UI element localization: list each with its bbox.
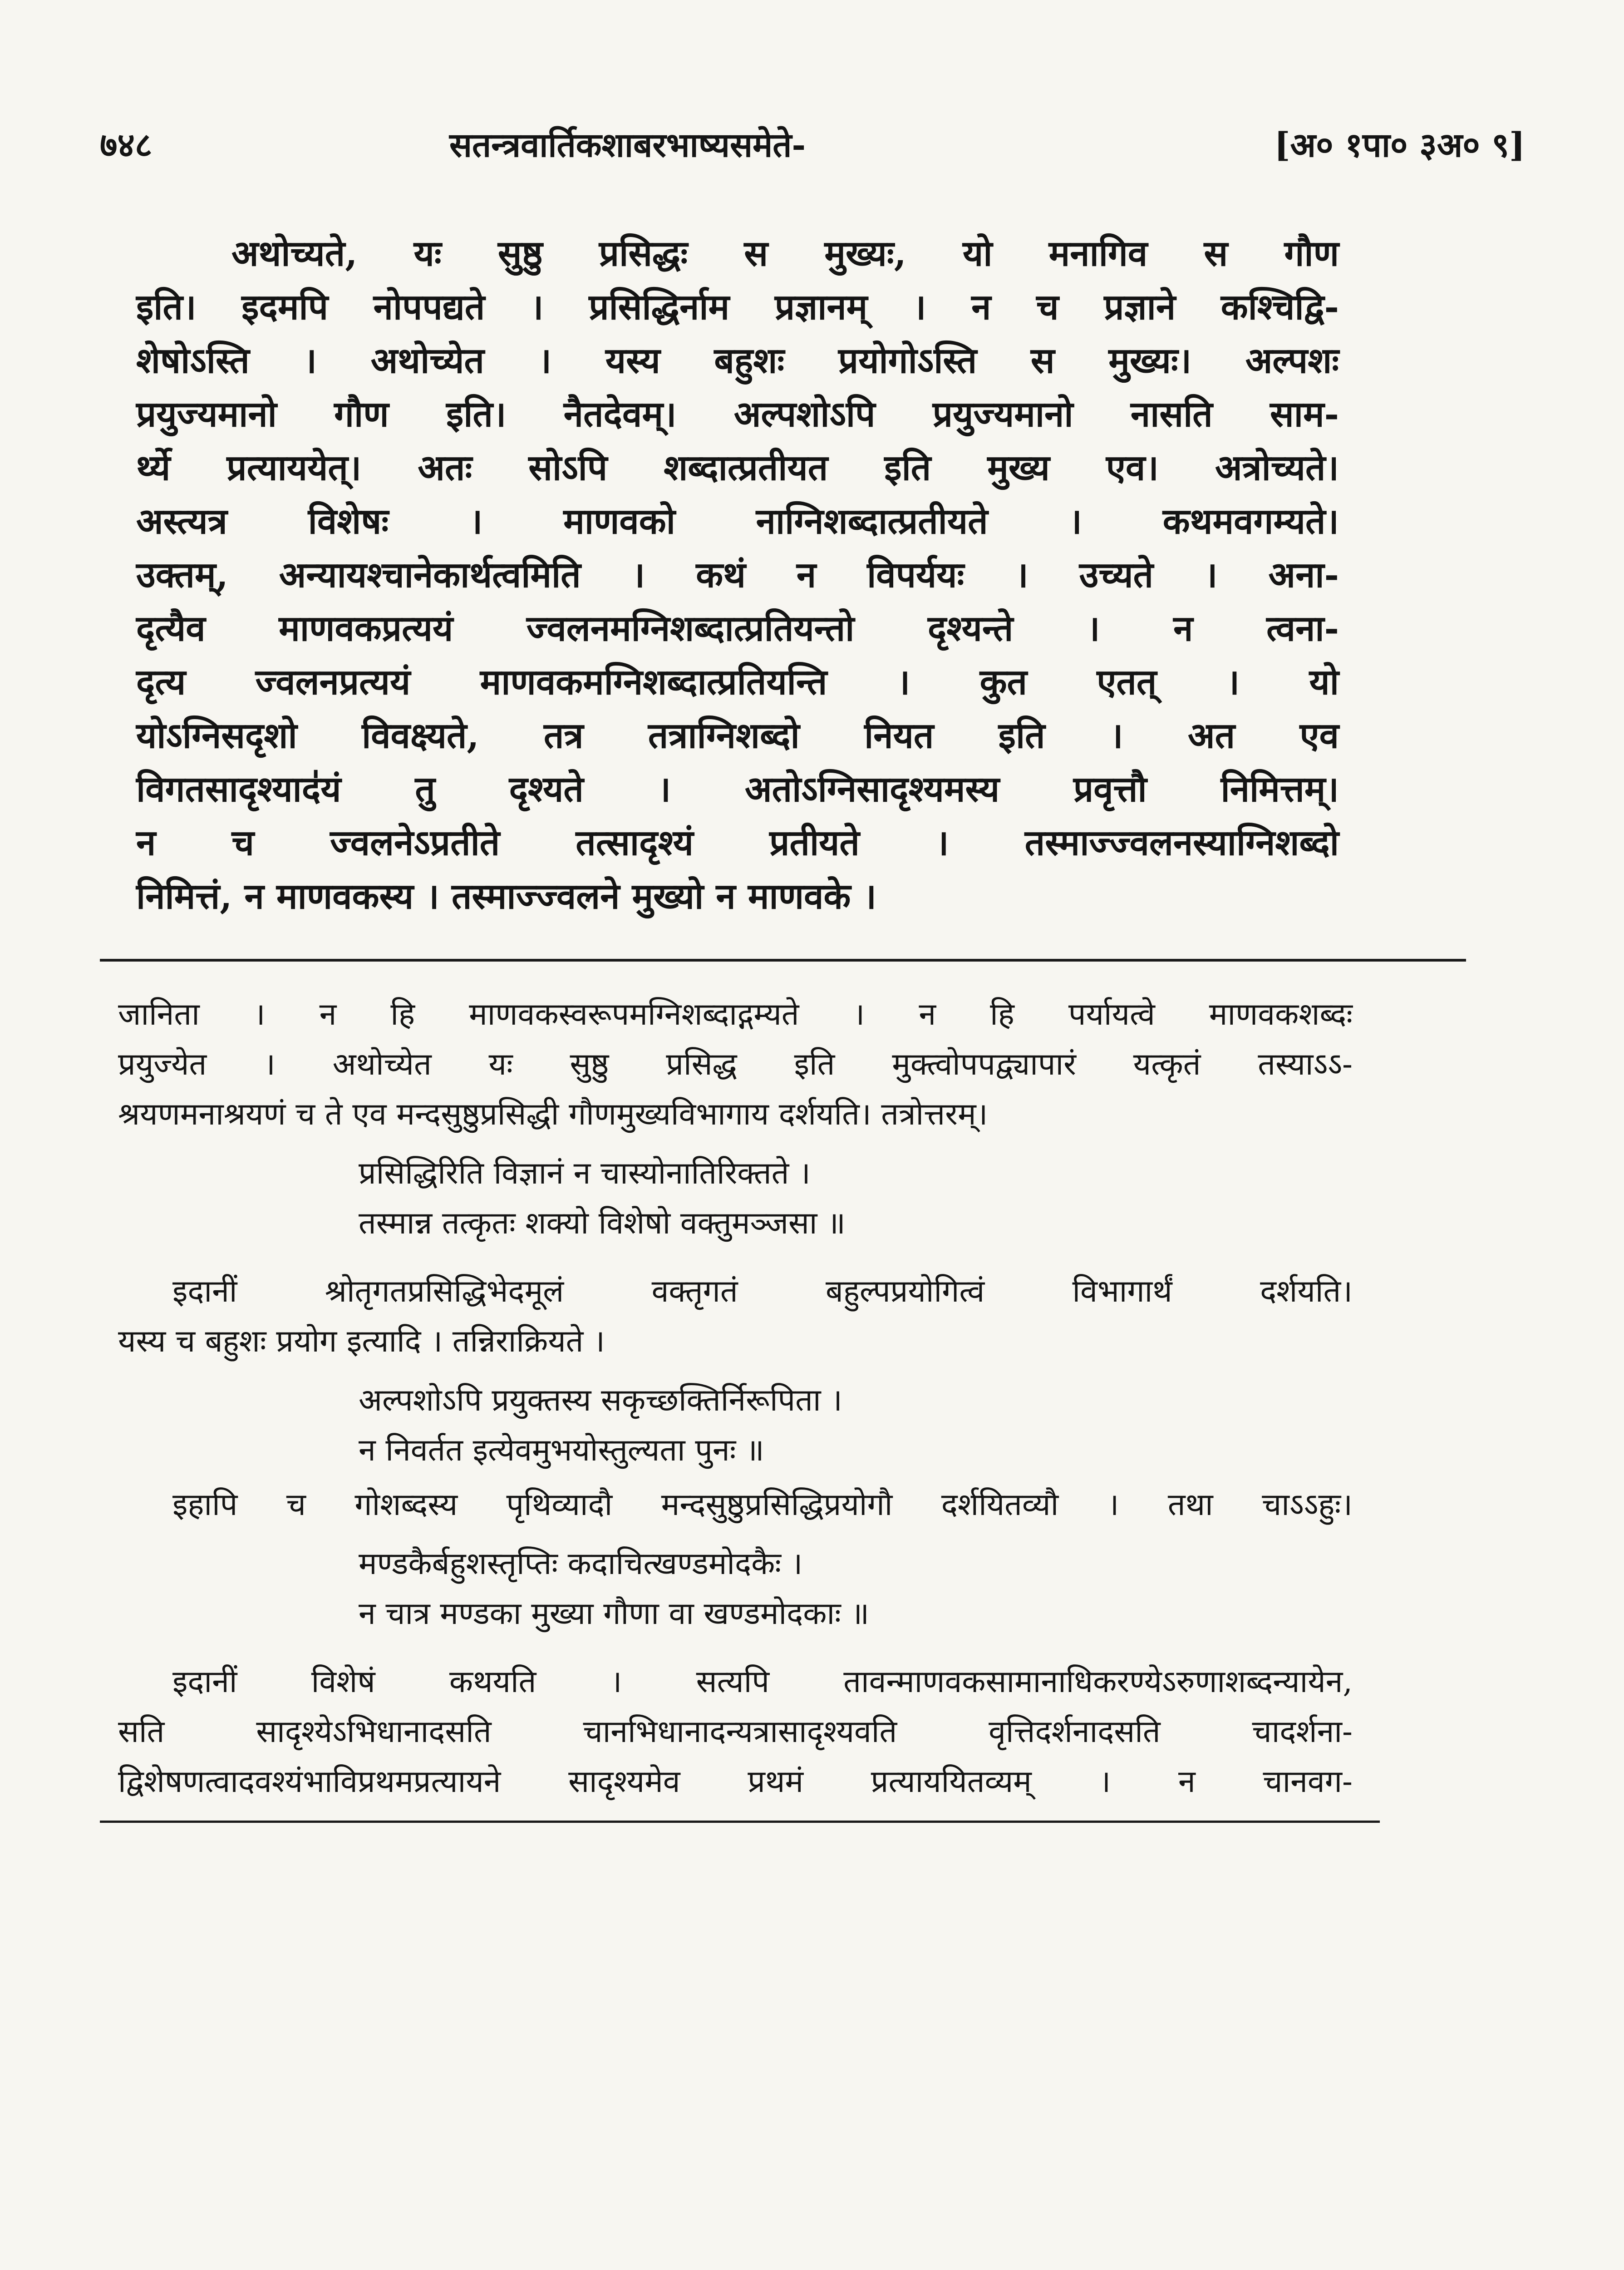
section-divider — [100, 959, 1466, 962]
main-text-line: र्थ्ये प्रत्याययेत्। अतः सोऽपि शब्दात्प्रतीयत इति मुख्य एव। अत्रोच्यते। — [136, 447, 1339, 489]
main-text-line: प्रयुज्यमानो गौण इति। नैतदेवम्। अल्पशोऽपि प्रयुज्यमानो नासति साम- — [136, 394, 1339, 435]
main-text-line: अस्त्यत्र विशेषः । माणवको नाग्निशब्दात्प्रतीयते । कथमवगम्यते। — [136, 501, 1339, 542]
verse-line: अल्पशोऽपि प्रयुक्तस्य सकृच्छक्तिर्निरूपिता । — [359, 1382, 842, 1418]
commentary-line: प्रयुज्येत । अथोच्येत यः सुष्ठु प्रसिद्ध इति मुक्त्वोपपद्व्यापारं यत्कृतं तस्याऽऽ- — [118, 1046, 1353, 1082]
commentary-line: इदानीं विशेषं कथयति । सत्यपि तावन्माणवकसामानाधिकरण्येऽरुणाशब्दन्यायेन, — [172, 1664, 1353, 1700]
commentary-line: जानिता । न हि माणवकस्वरूपमग्निशब्दाद्गम्यते । न हि पर्यायत्वे माणवकशब्दः — [118, 997, 1353, 1032]
commentary-line: द्विशेषणत्वादवश्यंभाविप्रथमप्रत्यायने सादृश्यमेव प्रथमं प्रत्याययितव्यम् । न चानवग- — [118, 1764, 1353, 1800]
main-text-line: निमित्तं, न माणवकस्य । तस्माज्ज्वलने मुख्यो न माणवके । — [136, 876, 877, 917]
verse-line: मण्डकैर्बहुशस्तृप्तिः कदाचित्खण्डमोदकैः । — [359, 1546, 803, 1582]
main-text-line: अथोच्यते, यः सुष्ठु प्रसिद्धः स मुख्यः, यो मनागिव स गौण — [231, 233, 1339, 274]
main-text-line: दृत्यैव माणवकप्रत्ययं ज्वलनमग्निशब्दात्प्रतियन्तो दृश्यन्ते । न त्वना- — [136, 608, 1339, 649]
page-header — [100, 114, 1525, 177]
verse-line: न चात्र मण्डका मुख्या गौणा वा खण्डमोदकाः ॥ — [359, 1596, 870, 1632]
main-text-line: उक्तम्, अन्यायश्चानेकार्थत्वमिति । कथं न विपर्ययः । उच्यते । अना- — [136, 554, 1339, 596]
page-number: ७४८ — [100, 126, 153, 165]
section-reference: [अ० १पा० ३अ० ९] — [1274, 126, 1525, 165]
commentary-line: इहापि च गोशब्दस्य पृथिव्यादौ मन्दसुष्ठुप्रसिद्धिप्रयोगौ दर्शयितव्यौ । तथा चाऽऽहुः। — [172, 1487, 1353, 1523]
commentary-line: श्रयणमनाश्रयणं च ते एव मन्दसुष्ठुप्रसिद्धी गौणमुख्यविभागाय दर्शयति। तत्रोत्तरम्। — [118, 1096, 988, 1132]
main-text-line: इति। इदमपि नोपपद्यते । प्रसिद्धिर्नाम प्रज्ञानम् । न च प्रज्ञाने कश्चिद्वि- — [136, 286, 1339, 328]
verse-line: तस्मान्न तत्कृतः शक्यो विशेषो वक्तुमञ्जसा ॥ — [359, 1205, 846, 1241]
main-text-line: दृत्य ज्वलनप्रत्ययं माणवकमग्निशब्दात्प्रतियन्ति । कुत एतत् । यो — [136, 661, 1339, 703]
verse-line: प्रसिद्धिरिति विज्ञानं न चास्योनातिरिक्तते । — [359, 1155, 811, 1191]
main-text-line: न च ज्वलनेऽप्रतीते तत्सादृश्यं प्रतीयते । तस्माज्ज्वलनस्याग्निशब्दो — [136, 822, 1339, 864]
main-text-line: योऽग्निसदृशो विवक्ष्यते, तत्र तत्राग्निशब्दो नियत इति । अत एव — [136, 715, 1339, 756]
commentary-line: सति सादृश्येऽभिधानादसति चानभिधानादन्यत्रासादृश्यवति वृत्तिदर्शनादसति चादर्शना- — [118, 1714, 1353, 1750]
commentary-line: इदानीं श्रोतृगतप्रसिद्धिभेदमूलं वक्तृगतं बहुल्पप्रयोगित्वं विभागार्थं दर्शयति। — [172, 1273, 1353, 1309]
running-title: सतन्त्रवार्तिकशाबरभाष्यसमेते- — [449, 126, 806, 165]
verse-line: न निवर्तत इत्येवमुभयोस्तुल्यता पुनः ॥ — [359, 1432, 764, 1468]
main-text-line: शेषोऽस्ति । अथोच्येत । यस्य बहुशः प्रयोगोऽस्ति स मुख्यः। अल्पशः — [136, 340, 1339, 381]
main-text-line: विगतसादृश्याद॑यं तु दृश्यते । अतोऽग्निसादृश्यमस्य प्रवृत्तौ निमित्तम्। — [136, 769, 1339, 810]
commentary-line: यस्य च बहुशः प्रयोग इत्यादि । तन्निराक्रियते । — [118, 1323, 605, 1359]
footnote-divider — [100, 1821, 1380, 1823]
